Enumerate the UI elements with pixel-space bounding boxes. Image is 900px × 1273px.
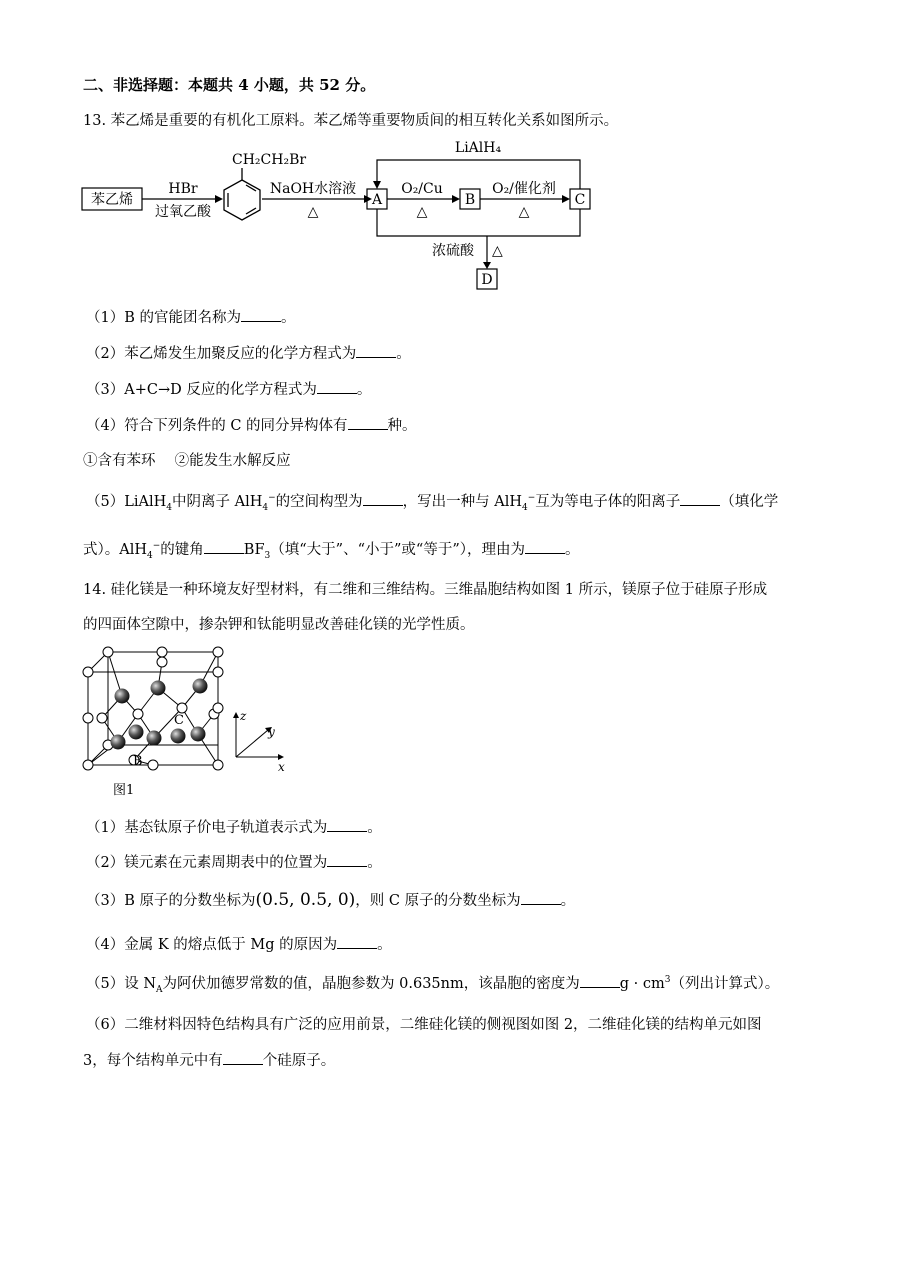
answer-blank[interactable] [680, 491, 720, 506]
figure-1-caption: 图1 [113, 783, 135, 798]
coordinate-b: (0.5, 0.5, 0) [255, 890, 356, 910]
answer-blank[interactable] [348, 415, 388, 430]
answer-blank[interactable] [204, 539, 244, 554]
q14-part-5: （5）设 $N_A$为阿伏加德罗常数的值，晶胞参数为 0.635nm，该晶胞的密度为 $g \cdot cm^3$（列出计算式）。 [86, 972, 779, 995]
answer-blank[interactable] [356, 343, 396, 358]
answer-blank[interactable] [223, 1050, 263, 1065]
q14-part-3: （3）B 原子的分数坐标为(0.5, 0.5, 0)，则 C 原子的分数坐标为 。 [86, 890, 576, 910]
q13-stem: 13. 苯乙烯是重要的有机化工原料。苯乙烯等重要物质间的相互转化关系如图所示。 [83, 113, 619, 129]
heat-symbol: △ [307, 204, 319, 220]
reagent1-top: HBr [168, 181, 198, 197]
q13-conditions: ①含有苯环 ②能发生水解反应 [83, 453, 291, 469]
reaction-scheme [80, 138, 620, 293]
q14-part-6-line1: （6）二维材料因特色结构具有广泛的应用前景，二维硅化镁的侧视图如图 2，二维硅化镁的结构单元如图 [86, 1017, 762, 1033]
start-box-label: 苯乙烯 [91, 192, 133, 208]
reagent5: 浓硫酸 [432, 243, 474, 259]
reagent2-top: NaOH水溶液 [269, 181, 357, 197]
axis-x-label: x [278, 760, 285, 774]
box-b-label: B [464, 192, 476, 208]
box-c-label: C [574, 192, 586, 208]
reagent4-top: O₂/催化剂 [492, 181, 556, 197]
axis-y-label: y [268, 725, 275, 739]
heat-symbol: △ [416, 204, 428, 220]
benzene-ring-icon [224, 168, 260, 220]
answer-blank[interactable] [317, 379, 357, 394]
q13-part-2: （2）苯乙烯发生加聚反应的化学方程式为 。 [86, 342, 411, 363]
q14-part-4: （4）金属 K 的熔点低于 Mg 的原因为 。 [86, 933, 392, 954]
axis-z-label: z [240, 709, 247, 723]
answer-blank[interactable] [521, 890, 561, 905]
reagent1-bottom: 过氧乙酸 [155, 204, 211, 220]
q14-stem-1: 14. 硅化镁是一种环境友好型材料，有二维和三维结构。三维晶胞结构如图 1 所示，镁原子位于硅原子形成 [83, 582, 768, 598]
label-c: C [174, 713, 184, 728]
answer-blank[interactable] [327, 817, 367, 832]
q13-part-5-line1: （5）LiAlH$_4$中阴离子 AlH$_4$−的空间构型为 ，写出一种与 AlH$_4$−互为等电子体的阳离子 （填化学 [86, 490, 778, 513]
q13-part-5-line2: 式）。AlH$_4$−的键角 $BF_3$（填“大于”、“小于”或“等于”），理由为 。 [83, 538, 579, 561]
answer-blank[interactable] [337, 934, 377, 949]
label-b: B [133, 754, 143, 769]
q14-part-2: （2）镁元素在元素周期表中的位置为 。 [86, 851, 382, 872]
reagent3-top: O₂/Cu [401, 181, 443, 197]
q14-part-6-line2: 3，每个结构单元中有 个硅原子。 [83, 1049, 335, 1070]
crystal-cell-figure [78, 644, 298, 799]
section-title: 二、非选择题：本题共 4 小题，共 52 分。 [83, 76, 376, 94]
q14-part-1: （1）基态钛原子价电子轨道表示式为 。 [86, 816, 382, 837]
q13-part-1: （1）B 的官能团名称为 。 [86, 306, 296, 327]
answer-blank[interactable] [363, 491, 403, 506]
answer-blank[interactable] [327, 852, 367, 867]
answer-blank[interactable] [525, 539, 565, 554]
answer-blank[interactable] [580, 973, 620, 988]
box-d-label: D [481, 272, 493, 288]
q13-part-4: （4）符合下列条件的 C 的同分异构体有 种。 [86, 414, 417, 435]
substituent-label: CH₂CH₂Br [232, 152, 307, 168]
answer-blank[interactable] [241, 307, 281, 322]
heat-symbol: △ [492, 243, 503, 259]
q14-stem-2: 的四面体空隙中，掺杂钾和钛能明显改善硅化镁的光学性质。 [83, 617, 475, 633]
heat-symbol: △ [518, 204, 530, 220]
box-a-label: A [371, 192, 383, 208]
q13-part-3: （3）A+C→D 反应的化学方程式为 。 [86, 378, 371, 399]
loop-reagent: LiAlH₄ [454, 140, 502, 156]
